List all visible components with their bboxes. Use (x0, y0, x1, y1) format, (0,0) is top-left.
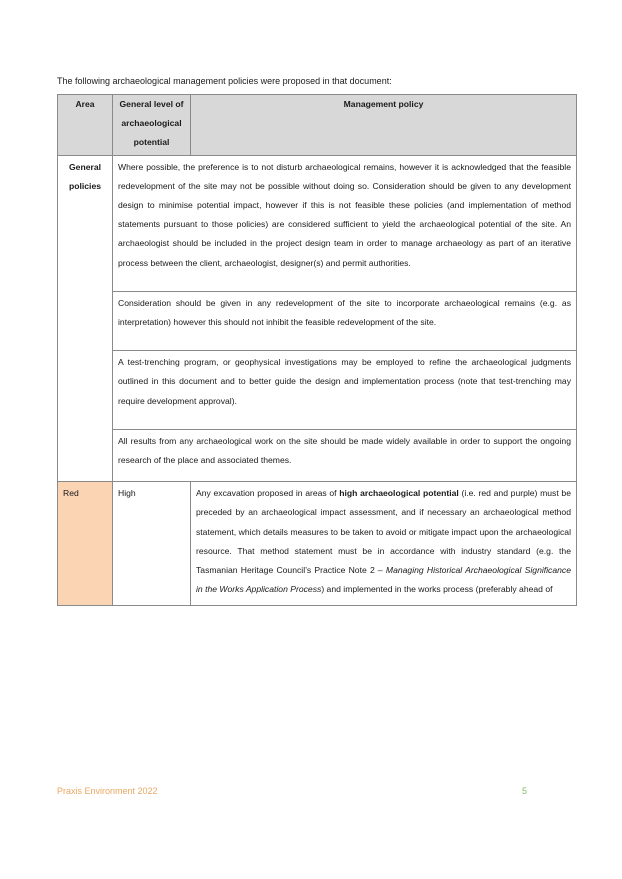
table-row (58, 351, 577, 430)
table-row (58, 482, 577, 606)
red-policy-text-2: (i.e. red and purple) must be preceded by an archaeological impact assessment, and if necessary an archaeological method statement, which details measures to be taken to avoid or mitigate impact upon the archaeological resource. That method statement must be in accordance with industry standard (e.g. the Tasmanian Heritage Council’s Practice Note 2 – (196, 488, 571, 576)
intro-text: The following archaeological management policies were proposed in that document: (57, 76, 392, 86)
header-level: General level of archaeological potential (113, 95, 191, 156)
area-red: Red (58, 482, 113, 606)
red-policy-italic: Managing Historical Archaeological Significance in the Works Application Process (196, 565, 571, 595)
general-policy-2: Consideration should be given in any redevelopment of the site to incorporate archaeological remains (e.g. as interpretation) however this should not inhibit the feasible redevelopment of the site. (113, 291, 577, 350)
header-area: Area (58, 95, 113, 156)
level-high: High (113, 482, 191, 606)
general-policy-3: A test-trenching program, or geophysical investigations may be employed to refine the archaeological judgments outlined in this document and to better guide the design and implementation process (note that test-trenching may require development approval). (113, 351, 577, 430)
red-policy-bold: high archaeological potential (339, 488, 459, 499)
red-policy (191, 482, 577, 606)
page-number: 5 (522, 786, 528, 796)
header-policy: Management policy (191, 95, 577, 156)
table-row (58, 155, 577, 291)
footer-company: Praxis Environment 2022 (57, 786, 158, 796)
red-policy-text-1: Any excavation proposed in areas of (196, 488, 340, 499)
general-policy-1: Where possible, the preference is to not disturb archaeological remains, however it is acknowledged that the feasible redevelopment of the site may not be possible without doing so. Consideration should be given to any development design to minimise potential impact, however if this is not feasible these policies (and implementation of method statements pursuant to those policies) are considered sufficient to yield the archaeological potential of the site. An archaeologist should be included in the project design team in order to manage archaeology as part of an iterative process between the client, archaeologist, designer(s) and permit authorities. (113, 155, 577, 291)
table-row (58, 291, 577, 350)
table-header-row (58, 95, 577, 156)
management-policy-table (57, 94, 577, 606)
red-policy-text-3: ) and implemented in the works process (preferably ahead of (321, 584, 553, 595)
table-row (58, 429, 577, 481)
general-policy-4: All results from any archaeological work on the site should be made widely available in order to support the ongoing research of the place and associated themes. (113, 429, 577, 481)
area-general: General policies (58, 155, 113, 482)
